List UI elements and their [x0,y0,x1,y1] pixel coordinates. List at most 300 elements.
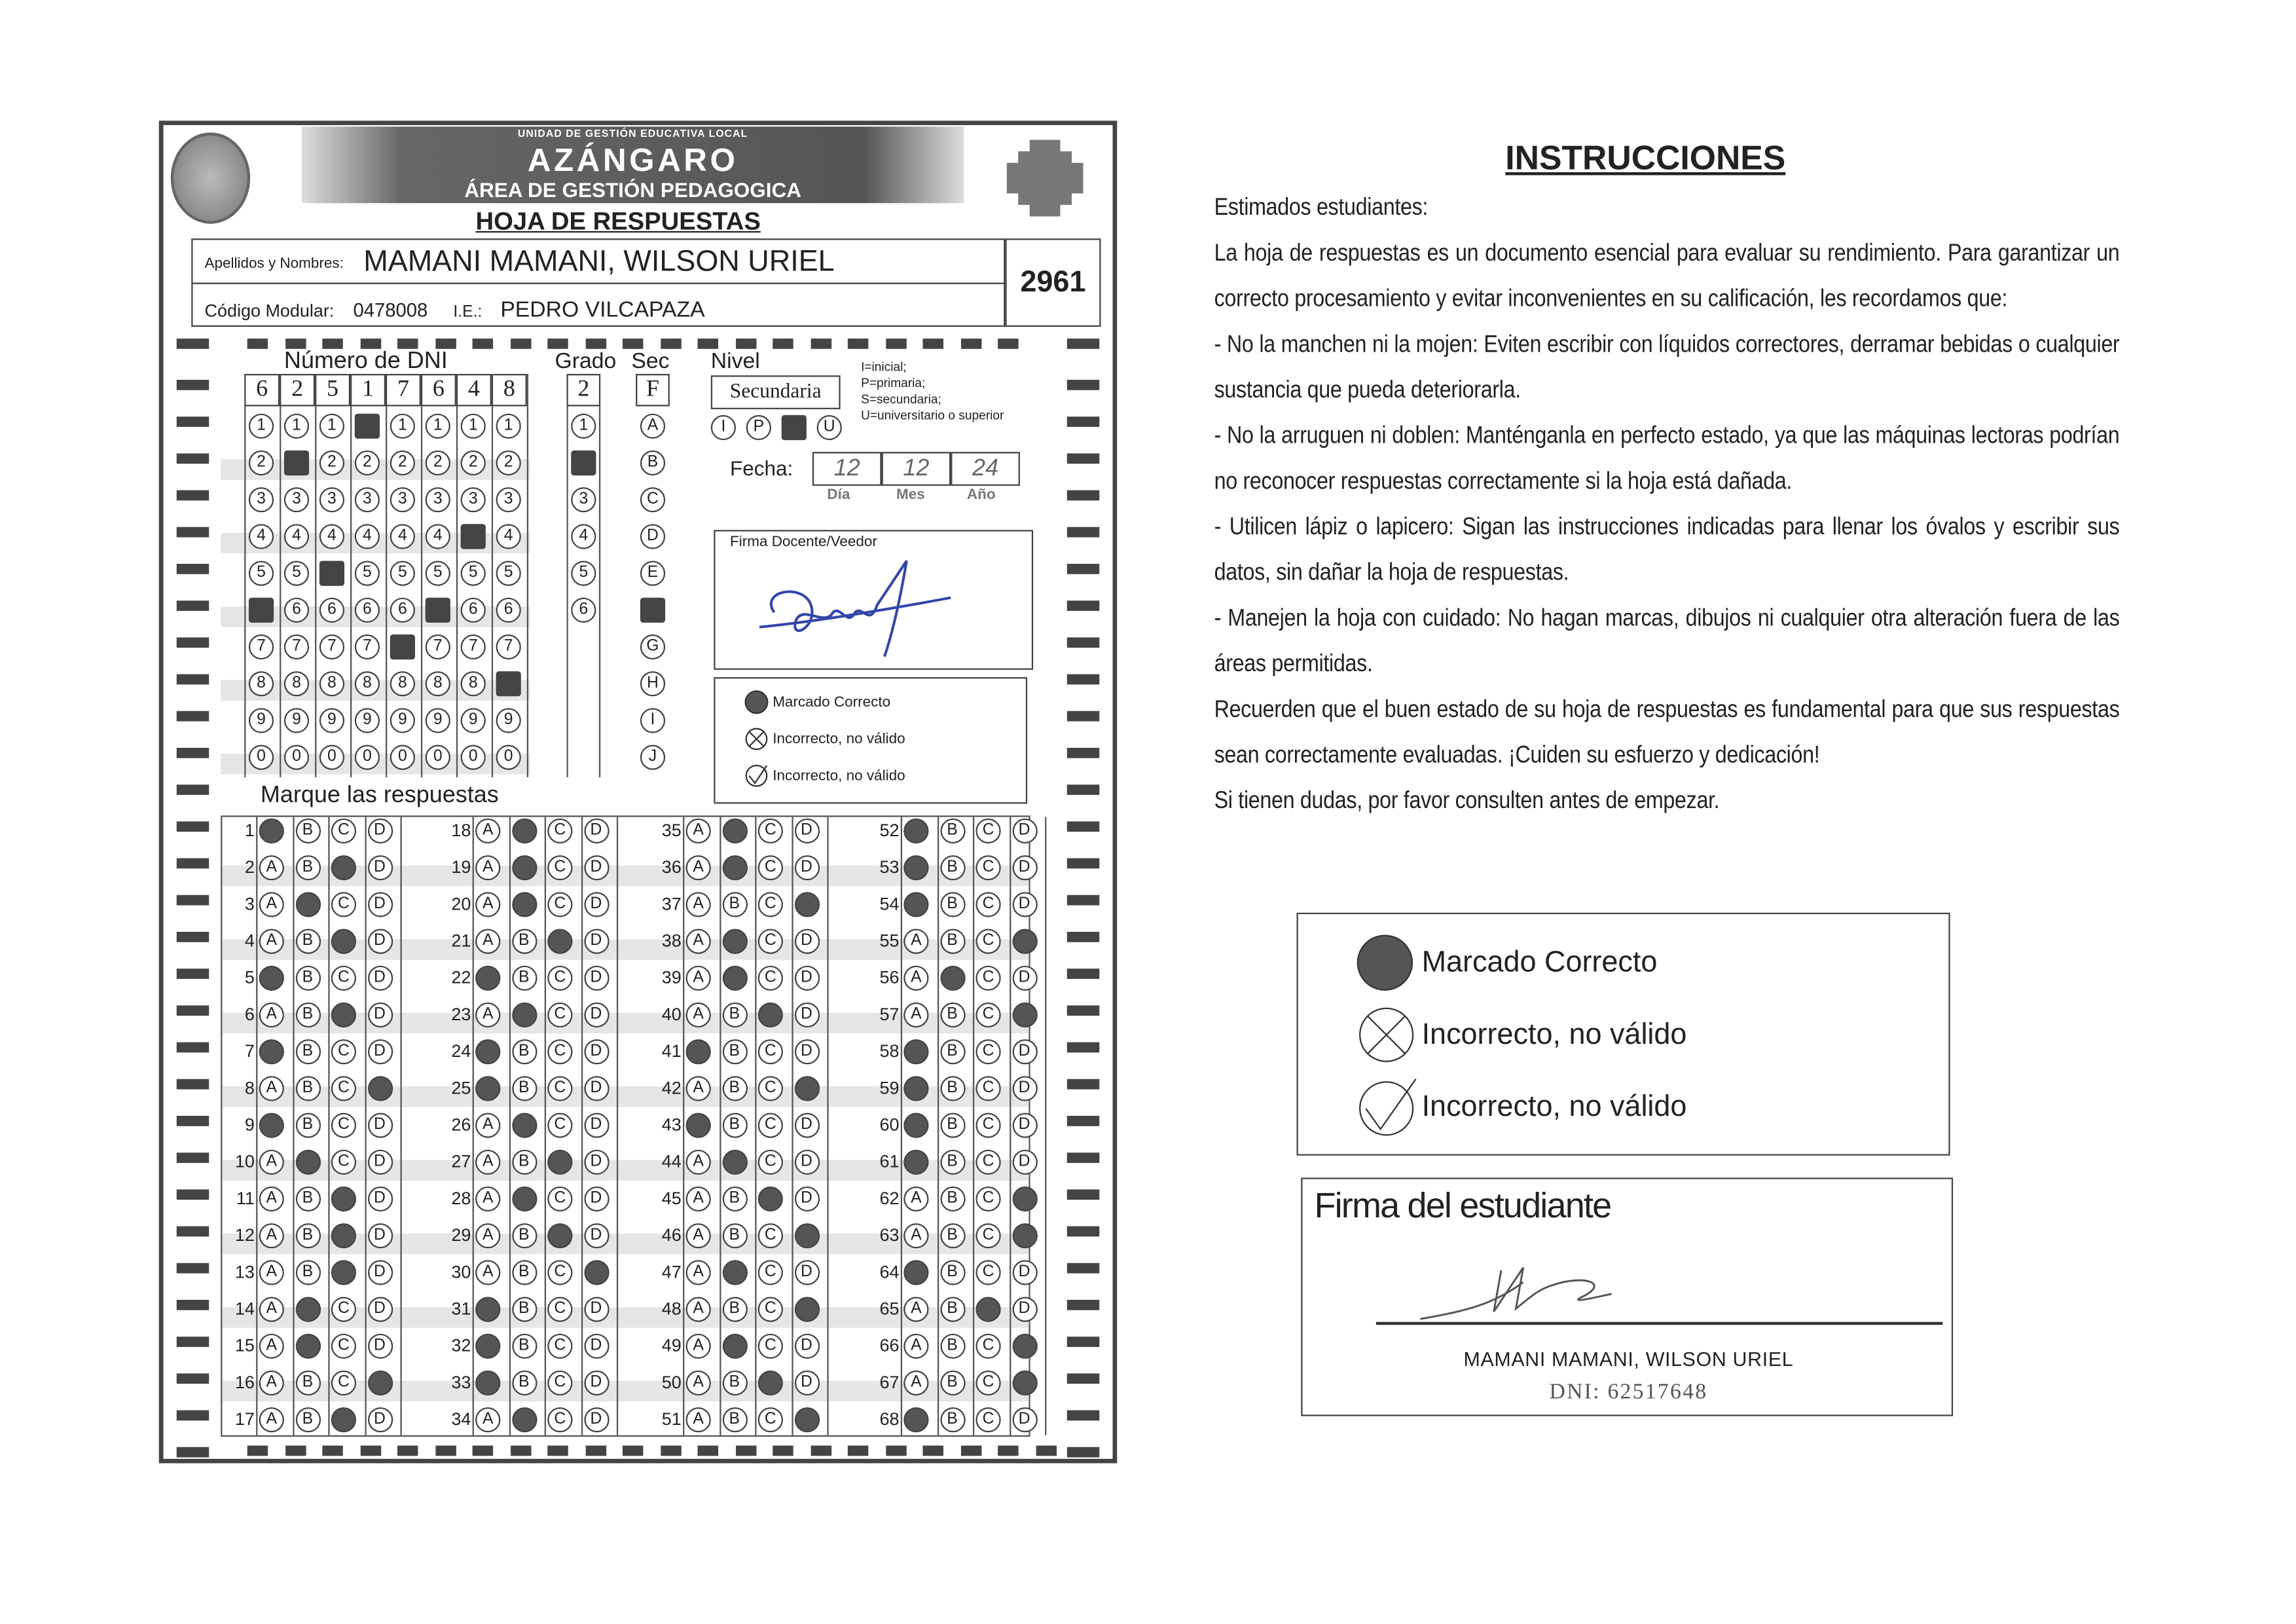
answer-bubble[interactable]: A [903,1260,928,1285]
dni-bubble[interactable]: 5 [426,561,450,585]
answer-bubble[interactable]: B [939,1260,964,1285]
answer-bubble[interactable]: D [583,855,608,880]
dni-bubble[interactable]: 5 [319,561,344,585]
answer-bubble[interactable]: A [686,819,711,843]
grado-bubble[interactable]: 3 [571,487,596,512]
answer-bubble[interactable]: D [1011,1371,1036,1395]
answer-bubble[interactable]: B [722,966,747,991]
answer-bubble[interactable]: C [758,1039,783,1064]
answer-bubble[interactable]: A [475,966,500,991]
answer-bubble[interactable]: C [331,929,356,953]
answer-bubble[interactable]: A [903,855,928,880]
answer-bubble[interactable]: D [794,966,819,991]
answer-bubble[interactable]: B [295,1076,320,1101]
answer-bubble[interactable]: D [1011,1260,1036,1285]
answer-bubble[interactable]: A [686,1407,711,1432]
answer-bubble[interactable]: C [547,1371,572,1395]
answer-bubble[interactable]: A [259,929,284,953]
answer-bubble[interactable]: B [295,855,320,880]
answer-bubble[interactable]: C [975,1407,1000,1432]
answer-bubble[interactable]: A [259,1113,284,1137]
sec-bubble[interactable]: A [640,414,665,439]
answer-bubble[interactable]: C [331,1297,356,1321]
dni-bubble[interactable]: 7 [461,635,486,659]
dni-bubble[interactable]: 4 [319,524,344,549]
sec-bubble[interactable]: J [640,745,665,769]
answer-bubble[interactable]: C [975,1003,1000,1027]
answer-bubble[interactable]: C [331,1113,356,1137]
answer-bubble[interactable]: C [758,1371,783,1395]
answer-bubble[interactable]: A [259,1039,284,1064]
sec-bubble[interactable]: D [640,524,665,549]
answer-bubble[interactable]: D [583,892,608,917]
dni-bubble[interactable]: 6 [249,598,274,623]
answer-bubble[interactable]: B [511,1113,536,1137]
answer-bubble[interactable]: C [758,966,783,991]
answer-bubble[interactable]: C [547,966,572,991]
answer-bubble[interactable]: A [475,1003,500,1027]
answer-bubble[interactable]: C [975,1150,1000,1175]
answer-bubble[interactable]: D [794,1150,819,1175]
answer-bubble[interactable]: D [1011,1297,1036,1321]
dni-bubble[interactable]: 7 [284,635,309,659]
answer-bubble[interactable]: A [475,1039,500,1064]
answer-bubble[interactable]: C [331,966,356,991]
answer-bubble[interactable]: C [975,1076,1000,1101]
answer-bubble[interactable]: A [475,819,500,843]
answer-bubble[interactable]: B [511,1003,536,1027]
answer-bubble[interactable]: C [331,1187,356,1211]
dni-bubble[interactable]: 0 [355,745,380,769]
answer-bubble[interactable]: D [1011,1223,1036,1248]
answer-bubble[interactable]: C [331,1150,356,1175]
answer-bubble[interactable]: C [331,1407,356,1432]
answer-bubble[interactable]: B [511,1187,536,1211]
answer-bubble[interactable]: B [939,1076,964,1101]
answer-bubble[interactable]: C [547,1003,572,1027]
answer-bubble[interactable]: C [331,855,356,880]
answer-bubble[interactable]: D [794,892,819,917]
grado-bubble[interactable]: 4 [571,524,596,549]
answer-bubble[interactable]: B [511,1076,536,1101]
answer-bubble[interactable]: C [975,1223,1000,1248]
answer-bubble[interactable]: A [686,1113,711,1137]
answer-bubble[interactable]: A [903,966,928,991]
answer-bubble[interactable]: C [331,1076,356,1101]
answer-bubble[interactable]: A [475,855,500,880]
answer-bubble[interactable]: A [686,1260,711,1285]
dni-bubble[interactable]: 5 [355,561,380,585]
answer-bubble[interactable]: C [547,1039,572,1064]
dni-bubble[interactable]: 6 [390,598,415,623]
answer-bubble[interactable]: A [686,1223,711,1248]
answer-bubble[interactable]: C [547,1113,572,1137]
answer-bubble[interactable]: C [547,892,572,917]
answer-bubble[interactable]: A [686,1003,711,1027]
answer-bubble[interactable]: B [295,1334,320,1359]
answer-bubble[interactable]: B [722,1150,747,1175]
answer-bubble[interactable]: C [758,819,783,843]
answer-bubble[interactable]: A [259,1297,284,1321]
answer-bubble[interactable]: B [722,1371,747,1395]
answer-bubble[interactable]: B [295,1187,320,1211]
answer-bubble[interactable]: B [511,1371,536,1395]
answer-bubble[interactable]: C [975,1113,1000,1137]
answer-bubble[interactable]: B [722,1260,747,1285]
answer-bubble[interactable]: B [295,1150,320,1175]
sec-bubble[interactable]: E [640,561,665,585]
answer-bubble[interactable]: B [511,1223,536,1248]
answer-bubble[interactable]: D [583,819,608,843]
answer-bubble[interactable]: B [939,1150,964,1175]
answer-bubble[interactable]: A [475,1223,500,1248]
answer-bubble[interactable]: D [794,1187,819,1211]
answer-bubble[interactable]: A [903,929,928,953]
answer-bubble[interactable]: D [367,929,392,953]
answer-bubble[interactable]: A [903,1003,928,1027]
dni-bubble[interactable]: 2 [426,451,450,475]
answer-bubble[interactable]: A [259,1150,284,1175]
answer-bubble[interactable]: C [975,1187,1000,1211]
answer-bubble[interactable]: A [259,1003,284,1027]
dni-bubble[interactable]: 0 [461,745,486,769]
answer-bubble[interactable]: B [511,1039,536,1064]
dni-bubble[interactable]: 5 [390,561,415,585]
nivel-bubble[interactable]: P [746,415,771,440]
dni-bubble[interactable]: 0 [390,745,415,769]
answer-bubble[interactable]: A [903,1407,928,1432]
answer-bubble[interactable]: C [758,1003,783,1027]
answer-bubble[interactable]: D [794,1003,819,1027]
answer-bubble[interactable]: B [939,929,964,953]
answer-bubble[interactable]: A [903,892,928,917]
dni-bubble[interactable]: 0 [249,745,274,769]
answer-bubble[interactable]: D [1011,819,1036,843]
sec-bubble[interactable]: G [640,635,665,659]
answer-bubble[interactable]: C [758,1113,783,1137]
answer-bubble[interactable]: B [722,1223,747,1248]
nivel-bubble[interactable]: U [817,415,842,440]
answer-bubble[interactable]: A [686,1187,711,1211]
answer-bubble[interactable]: A [686,1297,711,1321]
answer-bubble[interactable]: C [975,929,1000,953]
answer-bubble[interactable]: B [511,1407,536,1432]
answer-bubble[interactable]: B [722,1003,747,1027]
answer-bubble[interactable]: A [903,1334,928,1359]
dni-bubble[interactable]: 3 [496,487,521,512]
answer-bubble[interactable]: D [367,1223,392,1248]
dni-bubble[interactable]: 9 [426,708,450,733]
answer-bubble[interactable]: B [722,892,747,917]
answer-bubble[interactable]: B [295,1003,320,1027]
dni-bubble[interactable]: 1 [461,414,486,439]
answer-bubble[interactable]: D [1011,1003,1036,1027]
answer-bubble[interactable]: A [903,1187,928,1211]
dni-bubble[interactable]: 8 [355,671,380,696]
answer-bubble[interactable]: D [583,1371,608,1395]
answer-bubble[interactable]: D [367,1187,392,1211]
dni-bubble[interactable]: 5 [249,561,274,585]
dni-digit-box[interactable]: 8 [492,374,527,406]
answer-bubble[interactable]: D [1011,1076,1036,1101]
answer-bubble[interactable]: D [583,1334,608,1359]
dni-bubble[interactable]: 1 [496,414,521,439]
answer-bubble[interactable]: C [758,1187,783,1211]
dni-bubble[interactable]: 9 [284,708,309,733]
answer-bubble[interactable]: B [295,929,320,953]
answer-bubble[interactable]: D [367,1113,392,1137]
dni-bubble[interactable]: 4 [284,524,309,549]
dni-bubble[interactable]: 0 [426,745,450,769]
answer-bubble[interactable]: C [758,1223,783,1248]
dni-digit-box[interactable]: 7 [386,374,421,406]
answer-bubble[interactable]: C [975,1371,1000,1395]
dni-bubble[interactable]: 3 [426,487,450,512]
answer-bubble[interactable]: C [975,966,1000,991]
dni-bubble[interactable]: 8 [461,671,486,696]
answer-bubble[interactable]: C [975,819,1000,843]
dni-bubble[interactable]: 1 [355,414,380,439]
answer-bubble[interactable]: B [511,1334,536,1359]
answer-bubble[interactable]: C [975,1334,1000,1359]
answer-bubble[interactable]: D [583,1150,608,1175]
answer-bubble[interactable]: C [547,1334,572,1359]
dni-bubble[interactable]: 2 [284,451,309,475]
sec-bubble[interactable]: F [640,598,665,623]
answer-bubble[interactable]: C [547,1407,572,1432]
answer-bubble[interactable]: D [794,1223,819,1248]
answer-bubble[interactable]: A [259,1076,284,1101]
answer-bubble[interactable]: B [722,929,747,953]
dni-bubble[interactable]: 1 [319,414,344,439]
dni-bubble[interactable]: 2 [390,451,415,475]
answer-bubble[interactable]: A [475,1076,500,1101]
answer-bubble[interactable]: A [259,1407,284,1432]
answer-bubble[interactable]: B [511,929,536,953]
dni-bubble[interactable]: 2 [249,451,274,475]
answer-bubble[interactable]: A [475,1297,500,1321]
dni-bubble[interactable]: 8 [319,671,344,696]
dni-bubble[interactable]: 9 [249,708,274,733]
answer-bubble[interactable]: D [583,1223,608,1248]
answer-bubble[interactable]: D [794,1039,819,1064]
answer-bubble[interactable]: D [794,1076,819,1101]
answer-bubble[interactable]: B [511,819,536,843]
answer-bubble[interactable]: D [1011,855,1036,880]
answer-bubble[interactable]: A [903,1113,928,1137]
answer-bubble[interactable]: A [686,1076,711,1101]
answer-bubble[interactable]: D [794,819,819,843]
dni-bubble[interactable]: 4 [249,524,274,549]
answer-bubble[interactable]: B [295,1407,320,1432]
answer-bubble[interactable]: B [511,892,536,917]
dni-digit-box[interactable]: 6 [244,374,280,406]
dni-bubble[interactable]: 0 [319,745,344,769]
dni-bubble[interactable]: 9 [390,708,415,733]
dni-bubble[interactable]: 5 [496,561,521,585]
dni-bubble[interactable]: 1 [249,414,274,439]
answer-bubble[interactable]: D [1011,966,1036,991]
dni-bubble[interactable]: 8 [249,671,274,696]
answer-bubble[interactable]: D [1011,1150,1036,1175]
dni-bubble[interactable]: 7 [426,635,450,659]
answer-bubble[interactable]: C [758,1260,783,1285]
answer-bubble[interactable]: C [547,1223,572,1248]
answer-bubble[interactable]: D [1011,1113,1036,1137]
answer-bubble[interactable]: A [903,819,928,843]
answer-bubble[interactable]: C [331,1039,356,1064]
answer-bubble[interactable]: A [475,1187,500,1211]
answer-bubble[interactable]: D [583,1187,608,1211]
answer-bubble[interactable]: C [547,1076,572,1101]
answer-bubble[interactable]: B [295,966,320,991]
dni-bubble[interactable]: 6 [319,598,344,623]
grado-box[interactable]: 2 [566,374,600,406]
grado-bubble[interactable]: 6 [571,598,596,623]
answer-bubble[interactable]: B [295,892,320,917]
answer-bubble[interactable]: D [583,966,608,991]
answer-bubble[interactable]: D [367,1039,392,1064]
answer-bubble[interactable]: A [475,1150,500,1175]
dni-bubble[interactable]: 8 [284,671,309,696]
answer-bubble[interactable]: A [686,1334,711,1359]
answer-bubble[interactable]: D [794,855,819,880]
answer-bubble[interactable]: C [547,1297,572,1321]
answer-bubble[interactable]: A [686,1371,711,1395]
sec-box[interactable]: F [636,374,670,406]
answer-bubble[interactable]: A [686,966,711,991]
dni-bubble[interactable]: 7 [390,635,415,659]
answer-bubble[interactable]: D [367,1003,392,1027]
answer-bubble[interactable]: B [722,1113,747,1137]
answer-bubble[interactable]: C [975,1039,1000,1064]
answer-bubble[interactable]: D [367,892,392,917]
answer-bubble[interactable]: B [295,1297,320,1321]
answer-bubble[interactable]: D [583,1039,608,1064]
answer-bubble[interactable]: B [511,966,536,991]
dni-bubble[interactable]: 8 [426,671,450,696]
answer-bubble[interactable]: C [547,929,572,953]
dni-bubble[interactable]: 5 [461,561,486,585]
nivel-bubble[interactable]: S [782,415,807,440]
answer-bubble[interactable]: B [722,1076,747,1101]
answer-bubble[interactable]: A [259,1334,284,1359]
answer-bubble[interactable]: A [259,1260,284,1285]
answer-bubble[interactable]: C [547,855,572,880]
answer-bubble[interactable]: D [794,929,819,953]
answer-bubble[interactable]: D [1011,929,1036,953]
sec-bubble[interactable]: B [640,451,665,475]
answer-bubble[interactable]: A [903,1297,928,1321]
answer-bubble[interactable]: A [475,1113,500,1137]
answer-bubble[interactable]: D [367,855,392,880]
answer-bubble[interactable]: A [259,855,284,880]
answer-bubble[interactable]: B [722,1297,747,1321]
answer-bubble[interactable]: B [939,819,964,843]
answer-bubble[interactable]: D [583,1113,608,1137]
dni-bubble[interactable]: 1 [284,414,309,439]
nivel-bubble[interactable]: I [711,415,736,440]
dni-bubble[interactable]: 6 [355,598,380,623]
answer-bubble[interactable]: A [686,929,711,953]
answer-bubble[interactable]: C [331,1334,356,1359]
answer-bubble[interactable]: D [1011,1407,1036,1432]
answer-bubble[interactable]: A [475,1260,500,1285]
dni-bubble[interactable]: 4 [426,524,450,549]
answer-bubble[interactable]: B [295,1113,320,1137]
answer-bubble[interactable]: C [758,1076,783,1101]
answer-bubble[interactable]: A [259,819,284,843]
dni-bubble[interactable]: 8 [390,671,415,696]
answer-bubble[interactable]: A [475,1371,500,1395]
answer-bubble[interactable]: D [1011,1187,1036,1211]
dni-bubble[interactable]: 3 [461,487,486,512]
answer-bubble[interactable]: C [331,1371,356,1395]
dni-bubble[interactable]: 3 [355,487,380,512]
dni-bubble[interactable]: 4 [496,524,521,549]
grado-bubble[interactable]: 2 [571,451,596,475]
dni-bubble[interactable]: 7 [496,635,521,659]
dni-bubble[interactable]: 3 [284,487,309,512]
answer-bubble[interactable]: D [367,1076,392,1101]
answer-bubble[interactable]: C [547,1260,572,1285]
dni-digit-box[interactable]: 1 [350,374,386,406]
answer-bubble[interactable]: B [939,1407,964,1432]
answer-bubble[interactable]: B [939,892,964,917]
answer-bubble[interactable]: D [583,1076,608,1101]
answer-bubble[interactable]: A [475,1407,500,1432]
dni-bubble[interactable]: 2 [319,451,344,475]
answer-bubble[interactable]: D [583,929,608,953]
answer-bubble[interactable]: D [583,1297,608,1321]
answer-bubble[interactable]: A [259,892,284,917]
answer-bubble[interactable]: C [975,1260,1000,1285]
answer-bubble[interactable]: D [367,1260,392,1285]
answer-bubble[interactable]: D [583,1407,608,1432]
dni-bubble[interactable]: 6 [461,598,486,623]
answer-bubble[interactable]: B [722,1407,747,1432]
answer-bubble[interactable]: B [511,1297,536,1321]
answer-bubble[interactable]: A [475,1334,500,1359]
dni-bubble[interactable]: 0 [284,745,309,769]
answer-bubble[interactable]: D [367,966,392,991]
answer-bubble[interactable]: A [259,1187,284,1211]
dni-bubble[interactable]: 2 [496,451,521,475]
answer-bubble[interactable]: D [1011,1334,1036,1359]
sec-bubble[interactable]: H [640,671,665,696]
answer-bubble[interactable]: B [511,855,536,880]
dni-bubble[interactable]: 2 [461,451,486,475]
answer-bubble[interactable]: D [367,1334,392,1359]
answer-bubble[interactable]: A [475,892,500,917]
fecha-anio[interactable]: 24 [951,452,1020,486]
dni-digit-box[interactable]: 4 [456,374,492,406]
dni-bubble[interactable]: 3 [249,487,274,512]
answer-bubble[interactable]: A [903,1150,928,1175]
answer-bubble[interactable]: A [903,1371,928,1395]
dni-bubble[interactable]: 4 [461,524,486,549]
dni-bubble[interactable]: 7 [355,635,380,659]
dni-digit-box[interactable]: 6 [421,374,456,406]
answer-bubble[interactable]: C [758,929,783,953]
answer-bubble[interactable]: D [367,1371,392,1395]
answer-bubble[interactable]: B [295,1371,320,1395]
answer-bubble[interactable]: C [758,1334,783,1359]
dni-bubble[interactable]: 6 [496,598,521,623]
answer-bubble[interactable]: A [686,1039,711,1064]
answer-bubble[interactable]: D [794,1297,819,1321]
dni-bubble[interactable]: 7 [249,635,274,659]
